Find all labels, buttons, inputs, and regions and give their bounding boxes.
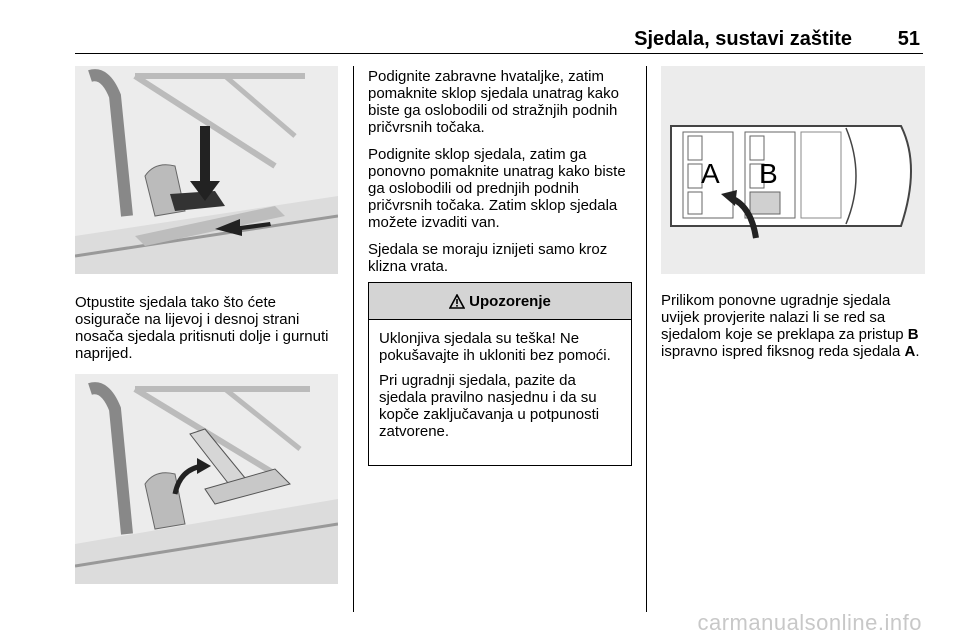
warning-title: Upozorenje [469,292,551,310]
seat-tilt-illustration [75,374,338,584]
header-rule [75,53,923,54]
seat-row-label-a: A [701,158,720,189]
sliding-door-note: Sjedala se moraju iznijeti samo kroz klizna vrata. [368,241,608,275]
column-divider-right [646,66,647,612]
warning-text-install: Pri ugradnji sjedala, pazite da sjedala pravilno nasjednu i da su kopče zaključavanja u potpunosti zatvorene. [379,372,600,440]
van-seat-layout-diagram [661,66,925,274]
seat-release-lever-illustration [75,66,338,274]
row-b-reference: B [907,326,919,343]
warning-header [369,283,631,320]
reinstall-instructions [661,292,929,360]
warning-triangle-icon [449,294,465,309]
reinstall-text-start: Prilikom ponovne ugradnje sjedala uvijek provjerite nalazi li se red sa sjedalom koje se preklapa za pristup [661,292,908,343]
row-a-reference: A [904,343,916,360]
warning-text-weight: Uklonjiva sjedala su teška! Ne pokušavajte ih ukloniti bez pomoći. [379,330,611,364]
reinstall-text-middle: ispravno ispred fiksnog reda sjedala [661,343,905,360]
warning-box [368,282,632,466]
watermark: carmanualsonline.info [697,610,922,635]
seat-row-label-b: B [759,158,778,189]
seat-release-lever-drawing [75,66,338,274]
reinstall-text-end: . [915,343,920,360]
release-instructions: Otpustite sjedala tako što ćete osigurače na lijevoj i desnoj strani nosača sjedala pritisnuti dolje i gurnuti naprijed. [75,294,329,362]
page-number: 51 [897,28,920,50]
van-seat-layout-drawing [661,66,925,274]
lift-lock-instructions: Podignite zabravne hvataljke, zatim pomaknite sklop sjedala unatrag kako biste ga oslobodili od stražnjih podnih pričvrsnih točaka. [368,68,619,136]
column-divider-left [353,66,354,612]
lift-seat-instructions: Podignite sklop sjedala, zatim ga ponovno pomaknite unatrag kako biste ga oslobodili od prednjih podnih pričvrsnih točaka. Zatim sklop sjedala možete izvaditi van. [368,146,626,231]
warning-body [369,320,631,440]
section-title: Sjedala, sustavi zaštite [634,28,852,50]
seat-tilt-drawing [75,374,338,584]
